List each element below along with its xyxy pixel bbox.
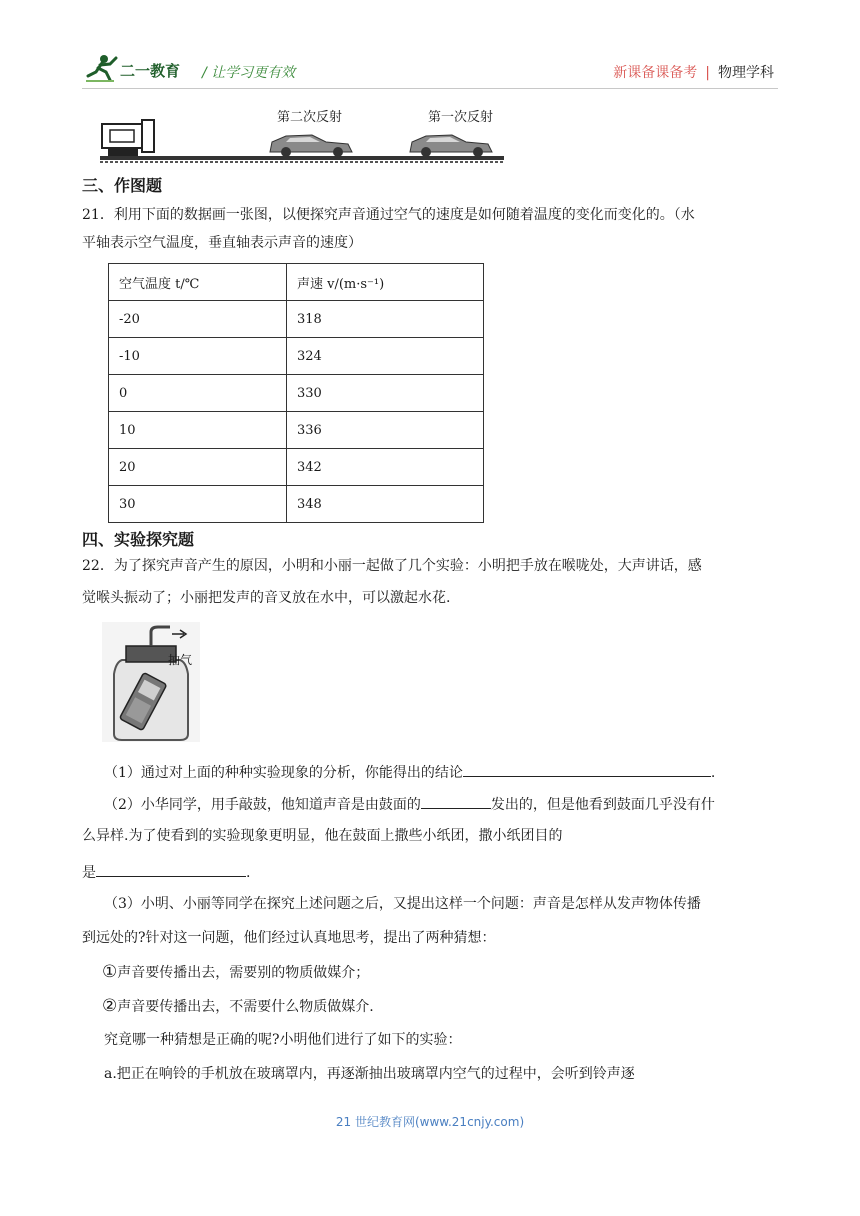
part1-end: .: [710, 765, 716, 781]
part2-text-d: 是: [82, 865, 96, 881]
table-row: [109, 375, 484, 412]
q21-line1: 21．利用下面的数据画一张图，以便探究声音通过空气的速度是如何随着温度的变化而变化的。（水: [82, 207, 695, 223]
car-first-icon: [410, 135, 492, 157]
guess-2-text: 声音要传播出去，不需要什么物质做媒介.: [117, 999, 374, 1015]
bell-jar-icon: [102, 622, 200, 742]
q22-line2: 觉喉头振动了；小丽把发声的音叉放在水中，可以激起水花.: [82, 590, 451, 606]
q22-line1: 22．为了探究声音产生的原因，小明和小丽一起做了几个实验：小明把手放在喉咙处，大声讲话，感: [82, 558, 702, 574]
part3-line2: 到远处的?针对这一问题，他们经过认真地思考，提出了两种猜想：: [82, 930, 496, 946]
part3-line1: （3）小明、小丽等同学在探究上述问题之后，又提出这样一个问题：声音是怎样从发声物体传播: [104, 896, 701, 912]
part2-line2: 么异样.为了使看到的实验现象更明显，他在鼓面上撒些小纸团，撒小纸团目的: [82, 828, 563, 844]
table-header-speed: 声速 v/(m·s⁻¹): [287, 264, 484, 301]
part1-text: （1）通过对上面的种种实验现象的分析，你能得出的结论: [104, 765, 463, 781]
header-divider: [82, 88, 778, 89]
guess-1-mark: ①: [102, 962, 118, 982]
guess-2: [102, 996, 374, 1017]
guess-1: [102, 962, 369, 983]
section4-title: 四、实验探究题: [82, 530, 195, 549]
part2-line3: [82, 860, 250, 883]
guess-2-mark: ②: [102, 996, 118, 1016]
table-cell: 348: [287, 486, 484, 523]
table-cell: 30: [109, 486, 287, 523]
table-cell: 10: [109, 412, 287, 449]
guess-1-text: 声音要传播出去，需要别的物质做媒介；: [117, 965, 370, 981]
pump-label: 抽气: [168, 653, 193, 667]
table-row: [109, 412, 484, 449]
table-cell: 0: [109, 375, 287, 412]
part2-end: .: [246, 865, 251, 881]
part2-text-b: 发出的，但是他看到鼓面几乎没有什: [490, 797, 715, 813]
table-header-row: [109, 264, 484, 301]
table-row: [109, 301, 484, 338]
footer: 21 世纪教育网(www.21cnjy.com): [335, 1115, 525, 1129]
table-cell: 20: [109, 449, 287, 486]
part3-line4: a.把正在响铃的手机放在玻璃罩内，再逐渐抽出玻璃罩内空气的过程中，会听到铃声逐: [104, 1066, 635, 1082]
table-cell: -20: [109, 301, 287, 338]
road-icon: [100, 156, 504, 162]
header-subject: 物理学科: [718, 65, 774, 81]
answer-blank-1[interactable]: [463, 760, 711, 777]
bell-jar-figure: [102, 622, 200, 742]
table-cell: -10: [109, 338, 287, 375]
section3-title: 三、作图题: [82, 176, 163, 195]
brand-name: 二一教育: [120, 62, 181, 80]
header-course: 新课备课备考: [613, 65, 698, 81]
part1-line: [104, 760, 715, 783]
answer-blank-3[interactable]: [96, 860, 246, 877]
header-right: [613, 62, 774, 82]
answer-blank-2[interactable]: [421, 792, 491, 809]
part2-text-a: （2）小华同学，用手敲鼓，他知道声音是由鼓面的: [104, 797, 421, 813]
table-cell: 318: [287, 301, 484, 338]
table-cell: 324: [287, 338, 484, 375]
car-second-icon: [270, 135, 352, 157]
q21-line2: 平轴表示空气温度，垂直轴表示声音的速度）: [82, 235, 362, 251]
runner-icon: [84, 54, 118, 84]
logo: [84, 54, 118, 84]
data-table: [108, 263, 484, 523]
part3-line3: 究竟哪一种猜想是正确的呢?小明他们进行了如下的实验：: [104, 1032, 462, 1048]
slogan: / 让学习更有效: [202, 65, 296, 81]
table-header-temp: 空气温度 t/℃: [109, 264, 287, 301]
table-cell: 342: [287, 449, 484, 486]
radar-device-icon: [102, 120, 154, 156]
part2-line1: [104, 792, 715, 815]
label-first-reflection: 第一次反射: [428, 110, 494, 125]
table-row: [109, 338, 484, 375]
table-cell: 330: [287, 375, 484, 412]
label-second-reflection: 第二次反射: [277, 110, 343, 125]
table-row: [109, 449, 484, 486]
table-row: [109, 486, 484, 523]
table-cell: 336: [287, 412, 484, 449]
header-separator: |: [705, 65, 710, 81]
